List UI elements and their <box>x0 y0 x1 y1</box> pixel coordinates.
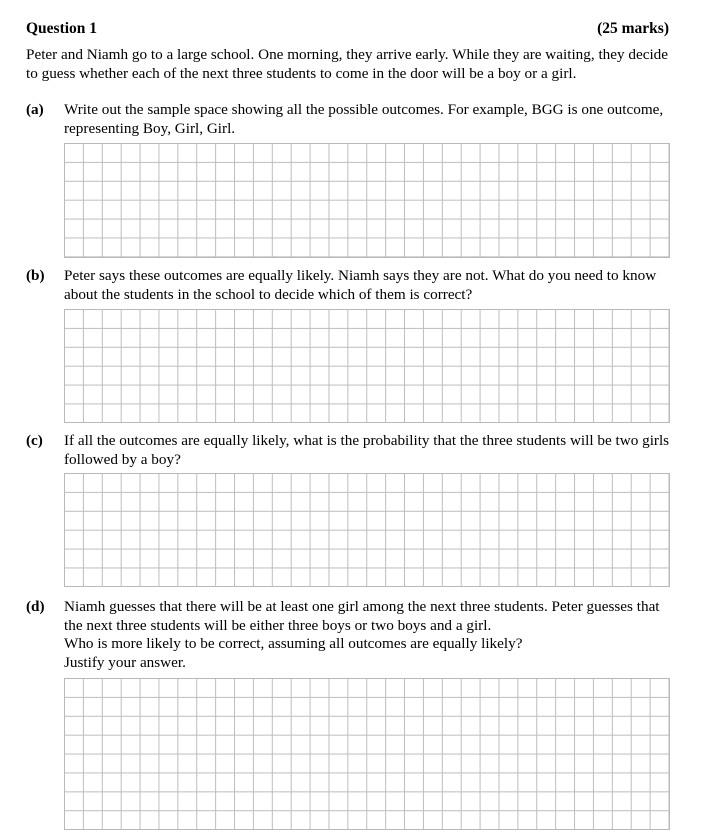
part-d-text-line3: Justify your answer. <box>64 653 186 671</box>
part-d-answer-grid[interactable] <box>64 678 670 830</box>
question-marks: (25 marks) <box>597 20 669 37</box>
part-b-answer-grid[interactable] <box>64 309 670 423</box>
part-d-text-line2: Who is more likely to be correct, assuming all outcomes are equally likely? <box>64 635 523 652</box>
part-d-text-line1: Niamh guesses that there will be at least one girl among the next three students. Peter guesses that the next three students will be either three boys or two boys and a girl. <box>64 598 660 634</box>
part-d-label: (d) <box>26 598 45 615</box>
part-c-text: If all the outcomes are equally likely, what is the probability that the three students will be two girls followed by a boy? <box>64 432 670 468</box>
part-b-text: Peter says these outcomes are equally likely. Niamh says they are not. What do you need to know about the students in the school to decide which of them is correct? <box>64 267 657 303</box>
part-b-label: (b) <box>26 267 45 284</box>
part-c-label: (c) <box>26 432 43 449</box>
part-a-text: Write out the sample space showing all the possible outcomes. For example, BGG is one outcome, representing Boy, Girl, Girl. <box>64 101 664 137</box>
question-title: Question 1 <box>26 20 98 37</box>
question-intro: Peter and Niamh go to a large school. One morning, they arrive early. While they are waiting, they decide to guess whether each of the next three students to come in the door will be a boy or a girl. <box>26 46 669 82</box>
part-a-answer-grid[interactable] <box>64 143 670 258</box>
part-a-label: (a) <box>26 101 44 118</box>
part-d-text <box>64 598 674 672</box>
part-c-answer-grid[interactable] <box>64 473 670 587</box>
